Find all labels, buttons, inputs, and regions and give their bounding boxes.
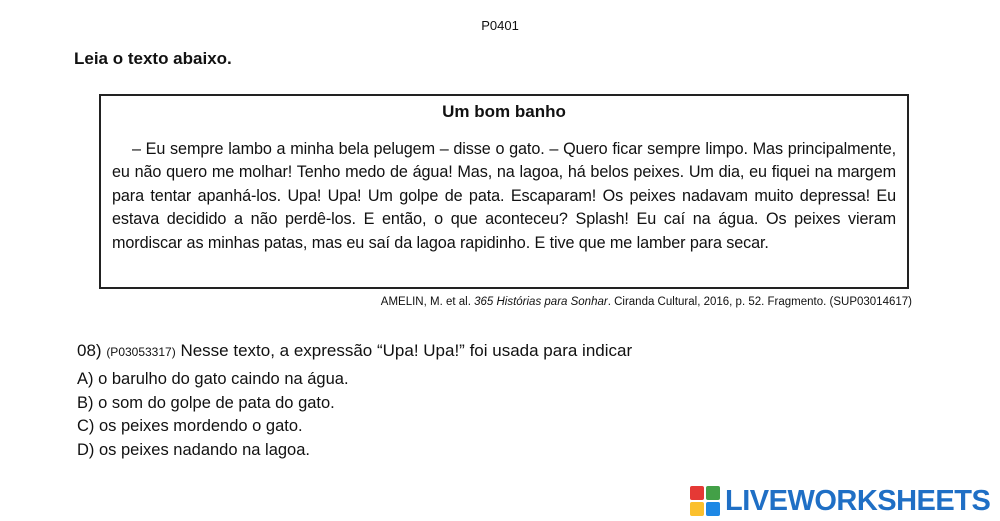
- liveworksheets-wordmark: LIVEWORKSHEETS: [725, 484, 991, 517]
- question-id: (P03053317): [106, 345, 176, 359]
- logo-tile-red: [690, 486, 704, 500]
- liveworksheets-logo[interactable]: [690, 483, 990, 519]
- instruction-heading: Leia o texto abaixo.: [74, 49, 232, 68]
- source-details: . Ciranda Cultural, 2016, p. 52. Fragmento. (SUP03014617): [607, 296, 912, 308]
- source-citation: [381, 296, 912, 308]
- question-text: Nesse texto, a expressão “Upa! Upa!” foi usada para indicar: [180, 341, 633, 360]
- page-code: P0401: [481, 18, 519, 33]
- question-08: [77, 341, 632, 361]
- logo-tile-blue: [706, 502, 720, 516]
- logo-tile-green: [706, 486, 720, 500]
- logo-tile-yellow: [690, 502, 704, 516]
- answer-options: [77, 368, 349, 462]
- option-c[interactable]: C) os peixes mordendo o gato.: [77, 417, 303, 435]
- liveworksheets-tiles-icon: [690, 486, 720, 516]
- source-book-title: 365 Histórias para Sonhar: [474, 296, 608, 308]
- option-b[interactable]: B) o som do golpe de pata do gato.: [77, 393, 335, 412]
- text-passage: – Eu sempre lambo a minha bela pelugem – disse o gato. – Quero ficar sempre limpo. Mas principalmente, eu não quero me molhar! Tenho medo de água! Mas, na lagoa, há belos peixes. Um dia, eu fiquei na margem para tentar apanhá-los. Upa! Upa! Um golpe de pata. Escaparam! Os peixes nadavam muito depressa! Eu estava decidido a não perdê-los. E então, o que aconteceu? Splash! Eu caí na água. Os peixes vieram mordiscar as minhas patas, mas eu saí da lagoa rapidinho. E tive que me lamber para secar.: [112, 140, 896, 252]
- source-authors: AMELIN, M. et al.: [380, 296, 475, 308]
- text-title: Um bom banho: [442, 102, 566, 121]
- question-number: 08): [77, 341, 102, 360]
- option-d[interactable]: D) os peixes nadando na lagoa.: [77, 440, 310, 459]
- option-a[interactable]: A) o barulho do gato caindo na água.: [77, 370, 349, 388]
- reading-text-box: [99, 94, 909, 289]
